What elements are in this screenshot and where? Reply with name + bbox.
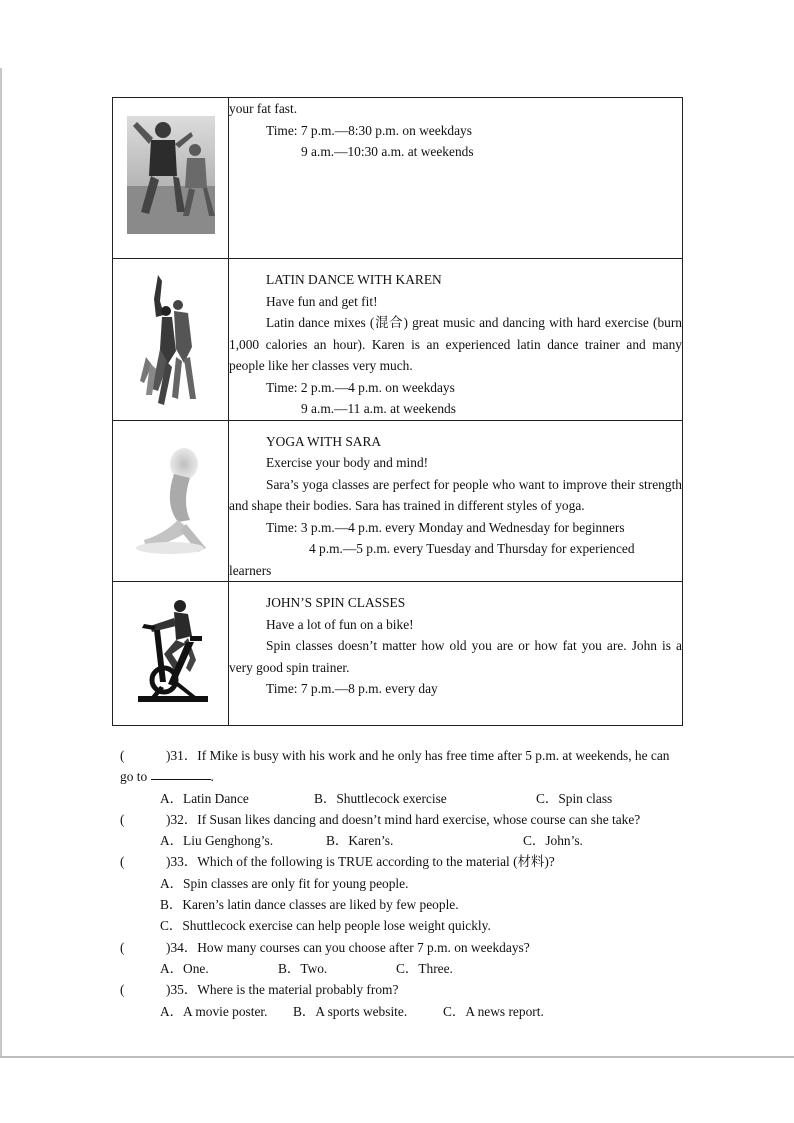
option-b[interactable]: B．A sports website. bbox=[293, 1003, 408, 1019]
course-time-line: Time: 3 p.m.—4 p.m. every Monday and Wednesday for beginners bbox=[266, 519, 625, 535]
course-time-line: 9 a.m.—10:30 a.m. at weekends bbox=[301, 144, 474, 159]
course-description: Spin classes doesn’t matter how old you are or how fat you are. John is a very good spin trainer. bbox=[229, 638, 682, 675]
question-35 bbox=[120, 979, 685, 1000]
options-row bbox=[120, 958, 685, 979]
question-31 bbox=[120, 745, 685, 766]
question-stem: )32．If Susan likes dancing and doesn’t mind hard exercise, whose course can she take? bbox=[166, 811, 641, 827]
answer-blank[interactable] bbox=[151, 766, 211, 780]
question-32 bbox=[120, 809, 685, 830]
latin-dance-couple-photo bbox=[136, 271, 206, 407]
option-b[interactable]: B．Karen’s. bbox=[326, 833, 394, 849]
option-b[interactable]: B．Two. bbox=[278, 960, 328, 976]
course-text-cell bbox=[229, 98, 683, 259]
option-b[interactable]: B．Shuttlecock exercise bbox=[314, 790, 447, 806]
question-continuation bbox=[120, 766, 685, 787]
course-row-spin bbox=[113, 582, 683, 726]
question-34 bbox=[120, 937, 685, 958]
image-cell bbox=[113, 420, 229, 582]
course-time-line: Time: 7 p.m.—8:30 p.m. on weekdays bbox=[266, 122, 472, 138]
course-text-cell bbox=[229, 420, 683, 582]
question-stem-end: . bbox=[210, 769, 214, 785]
course-slogan: Have fun and get fit! bbox=[266, 293, 378, 309]
course-description: Latin dance mixes (混合) great music and dancing with hard exercise (burn 1,000 calories an hour). Karen is an experienced latin dance trainer and many people like her classes very much. bbox=[229, 315, 682, 373]
question-33 bbox=[120, 851, 685, 872]
course-slogan: Exercise your body and mind! bbox=[266, 455, 429, 470]
course-title: JOHN’S SPIN CLASSES bbox=[266, 595, 406, 610]
options-row bbox=[120, 788, 685, 809]
page-left-edge bbox=[0, 68, 2, 1056]
questions-section bbox=[120, 745, 685, 1022]
answer-paren[interactable]: ( bbox=[120, 939, 125, 955]
image-cell bbox=[113, 98, 229, 259]
course-time-line: Time: 2 p.m.—4 p.m. on weekdays bbox=[266, 379, 455, 395]
option-a[interactable]: A．Spin classes are only fit for young people. bbox=[160, 875, 409, 891]
spin-bike-rider-photo bbox=[130, 596, 212, 712]
image-cell bbox=[113, 259, 229, 421]
answer-paren[interactable]: ( bbox=[120, 982, 125, 998]
course-line: your fat fast. bbox=[229, 101, 298, 116]
answer-paren[interactable]: ( bbox=[120, 854, 125, 870]
course-description: Sara’s yoga classes are perfect for people who want to improve their strength and shape their bodies. Sara has trained in different styles of yoga. bbox=[229, 476, 682, 513]
course-time-line: Time: 7 p.m.—8 p.m. every day bbox=[266, 681, 438, 696]
course-title: LATIN DANCE WITH KAREN bbox=[266, 272, 442, 287]
yoga-pose-photo bbox=[134, 444, 208, 558]
answer-paren[interactable]: ( bbox=[120, 748, 125, 763]
option-c[interactable]: C．John’s. bbox=[523, 833, 583, 849]
option-c[interactable]: C．Three. bbox=[396, 960, 453, 976]
question-stem: )35．Where is the material probably from? bbox=[166, 982, 399, 998]
course-text-cell bbox=[229, 582, 683, 726]
course-row-yoga bbox=[113, 420, 683, 582]
course-time-line: 9 a.m.—11 a.m. at weekends bbox=[301, 401, 456, 416]
course-row-latin-dance bbox=[113, 259, 683, 421]
page-bottom-rule bbox=[0, 1056, 794, 1058]
option-c[interactable]: C．Shuttlecock exercise can help people lose weight quickly. bbox=[160, 918, 491, 934]
options-row bbox=[120, 830, 685, 851]
aerobics-instructors-photo bbox=[127, 116, 215, 234]
answer-paren[interactable]: ( bbox=[120, 811, 125, 827]
option-c[interactable]: C．Spin class bbox=[536, 790, 613, 806]
course-time-line: 4 p.m.—5 p.m. every Tuesday and Thursday for experienced bbox=[309, 541, 635, 556]
option-a[interactable]: A．Liu Genghong’s. bbox=[160, 833, 274, 849]
options-row bbox=[120, 1001, 685, 1022]
question-stem: )34．How many courses can you choose after 7 p.m. on weekdays? bbox=[166, 939, 530, 955]
option-b[interactable]: B．Karen’s latin dance classes are liked by few people. bbox=[160, 897, 459, 913]
courses-table bbox=[112, 97, 683, 726]
image-cell bbox=[113, 582, 229, 726]
course-title: YOGA WITH SARA bbox=[266, 433, 382, 449]
option-c[interactable]: C．A news report. bbox=[443, 1003, 544, 1019]
question-stem: )31．If Mike is busy with his work and he only has free time after 5 p.m. at weekends, he can bbox=[166, 748, 670, 763]
course-slogan: Have a lot of fun on a bike! bbox=[266, 616, 414, 632]
course-time-line: learners bbox=[229, 562, 272, 578]
question-stem: )33．Which of the following is TRUE according to the material (材料)? bbox=[166, 854, 555, 870]
course-text-cell bbox=[229, 259, 683, 421]
option-a[interactable]: A．A movie poster. bbox=[160, 1003, 268, 1019]
option-a[interactable]: A．One. bbox=[160, 960, 209, 976]
course-row-aerobics bbox=[113, 98, 683, 259]
option-a[interactable]: A．Latin Dance bbox=[160, 790, 249, 806]
question-stem-cont: go to bbox=[120, 769, 148, 785]
